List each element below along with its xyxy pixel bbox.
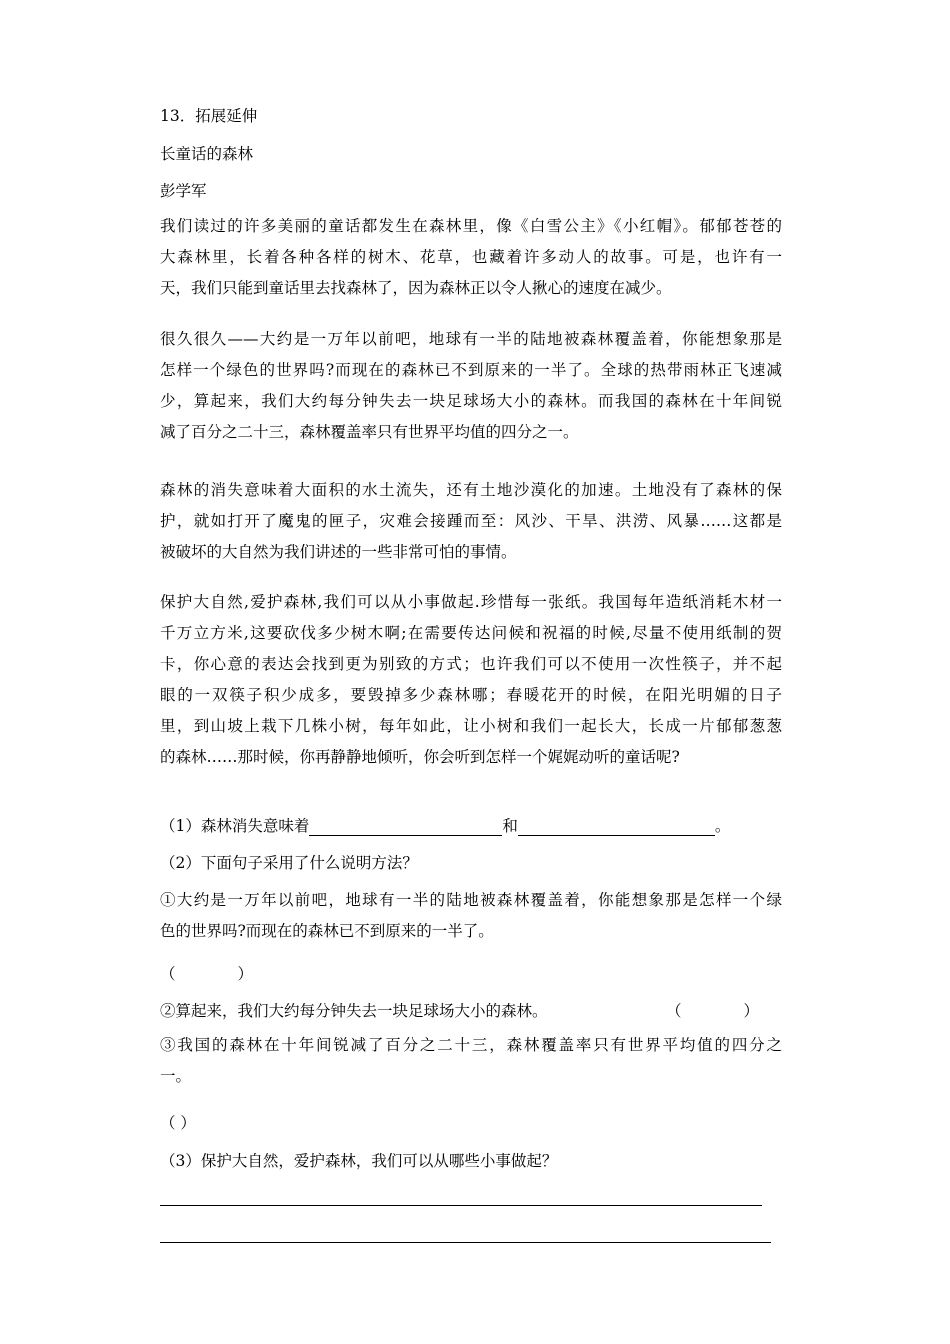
q2-item-line: 色的世界吗?而现在的森林已不到原来的一半了。 <box>160 922 494 940</box>
q2-item-2: ②算起来，我们大约每分钟失去一块足球场大小的森林。 <box>160 1002 548 1020</box>
q2-item-line: ③我国的森林在十年间锐减了百分之二十三，森林覆盖率只有世界平均值的四分之 <box>160 1036 782 1054</box>
article-paragraph-1 <box>160 211 782 304</box>
q2-item-1 <box>160 885 782 947</box>
paragraph-line: 护，就如打开了魔鬼的匣子，灾难会接踵而至：风沙、干旱、洪涝、风暴……这都是 <box>160 512 782 530</box>
q2-item-2-answer-paren[interactable]: （ ） <box>666 1002 760 1020</box>
q3-answer-line-2[interactable] <box>160 1242 771 1243</box>
paragraph-line: 森林的消失意味着大面积的水土流失，还有土地沙漠化的加速。土地没有了森林的保 <box>160 481 782 499</box>
article-title: 长童话的森林 <box>160 145 254 163</box>
q1-suffix: 。 <box>714 817 731 835</box>
paragraph-line: 我们读过的许多美丽的童话都发生在森林里，像《白雪公主》《小红帽》。郁郁苍苍的 <box>160 217 782 235</box>
paragraph-line: 减了百分之二十三，森林覆盖率只有世界平均值的四分之一。 <box>160 423 579 441</box>
paragraph-line: 天，我们只能到童话里去找森林了，因为森林正以令人揪心的速度在减少。 <box>160 279 672 297</box>
paragraph-line: 千万立方米,这要砍伐多少树木啊;在需要传达问候和祝福的时候,尽量不使用纸制的贺 <box>160 624 782 642</box>
q2-item-1-answer-paren[interactable]: （ ） <box>160 965 254 983</box>
paragraph-line: 眼的一双筷子积少成多，要毁掉多少森林哪；春暖花开的时候，在阳光明媚的日子 <box>160 686 782 704</box>
paragraph-line: 卡，你心意的表达会找到更为别致的方式；也许我们可以不使用一次性筷子，并不起 <box>160 655 782 673</box>
paragraph-line: 保护大自然,爱护森林,我们可以从小事做起.珍惜每一张纸。我国每年造纸消耗木材一 <box>160 593 782 611</box>
paragraph-line: 怎样一个绿色的世界吗?而现在的森林已不到原来的一半了。全球的热带雨林正飞速减 <box>160 361 782 379</box>
q1-blank-1[interactable] <box>309 817 502 836</box>
paragraph-line: 被破坏的大自然为我们讲述的一些非常可怕的事情。 <box>160 543 517 561</box>
paragraph-line: 少，算起来，我们大约每分钟失去一块足球场大小的森林。而我国的森林在十年间锐 <box>160 392 782 410</box>
paragraph-line: 很久很久——大约是一万年以前吧，地球有一半的陆地被森林覆盖着，你能想象那是 <box>160 330 782 348</box>
question-3-prompt: （3）保护大自然，爱护森林，我们可以从哪些小事做起？ <box>160 1152 558 1170</box>
paragraph-line: 的森林……那时候，你再静静地倾听，你会听到怎样一个娓娓动听的童话呢? <box>160 748 680 766</box>
q3-answer-line-1[interactable] <box>160 1205 762 1206</box>
paragraph-line: 大森林里，长着各种各样的树木、花草，也藏着许多动人的故事。可是，也许有一 <box>160 248 782 266</box>
question-1 <box>160 816 730 836</box>
paragraph-line: 里，到山坡上栽下几株小树，每年如此，让小树和我们一起长大，长成一片郁郁葱葱 <box>160 717 782 735</box>
question-2-prompt: （2）下面句子采用了什么说明方法？ <box>160 854 418 872</box>
q1-middle: 和 <box>502 817 518 835</box>
article-author: 彭学军 <box>160 182 207 200</box>
question-heading: 13．拓展延伸 <box>160 107 258 125</box>
q1-blank-2[interactable] <box>518 817 715 836</box>
article-paragraph-3 <box>160 475 782 568</box>
article-paragraph-2 <box>160 324 782 448</box>
q2-item-line: ①大约是一万年以前吧，地球有一半的陆地被森林覆盖着，你能想象那是怎样一个绿 <box>160 891 782 909</box>
q1-prefix: （1）森林消失意味着 <box>160 817 310 835</box>
q2-item-line: 一。 <box>160 1067 192 1085</box>
article-paragraph-4 <box>160 587 782 773</box>
q2-item-3-answer-paren[interactable]: （ ） <box>160 1114 196 1132</box>
q2-item-3 <box>160 1030 782 1092</box>
